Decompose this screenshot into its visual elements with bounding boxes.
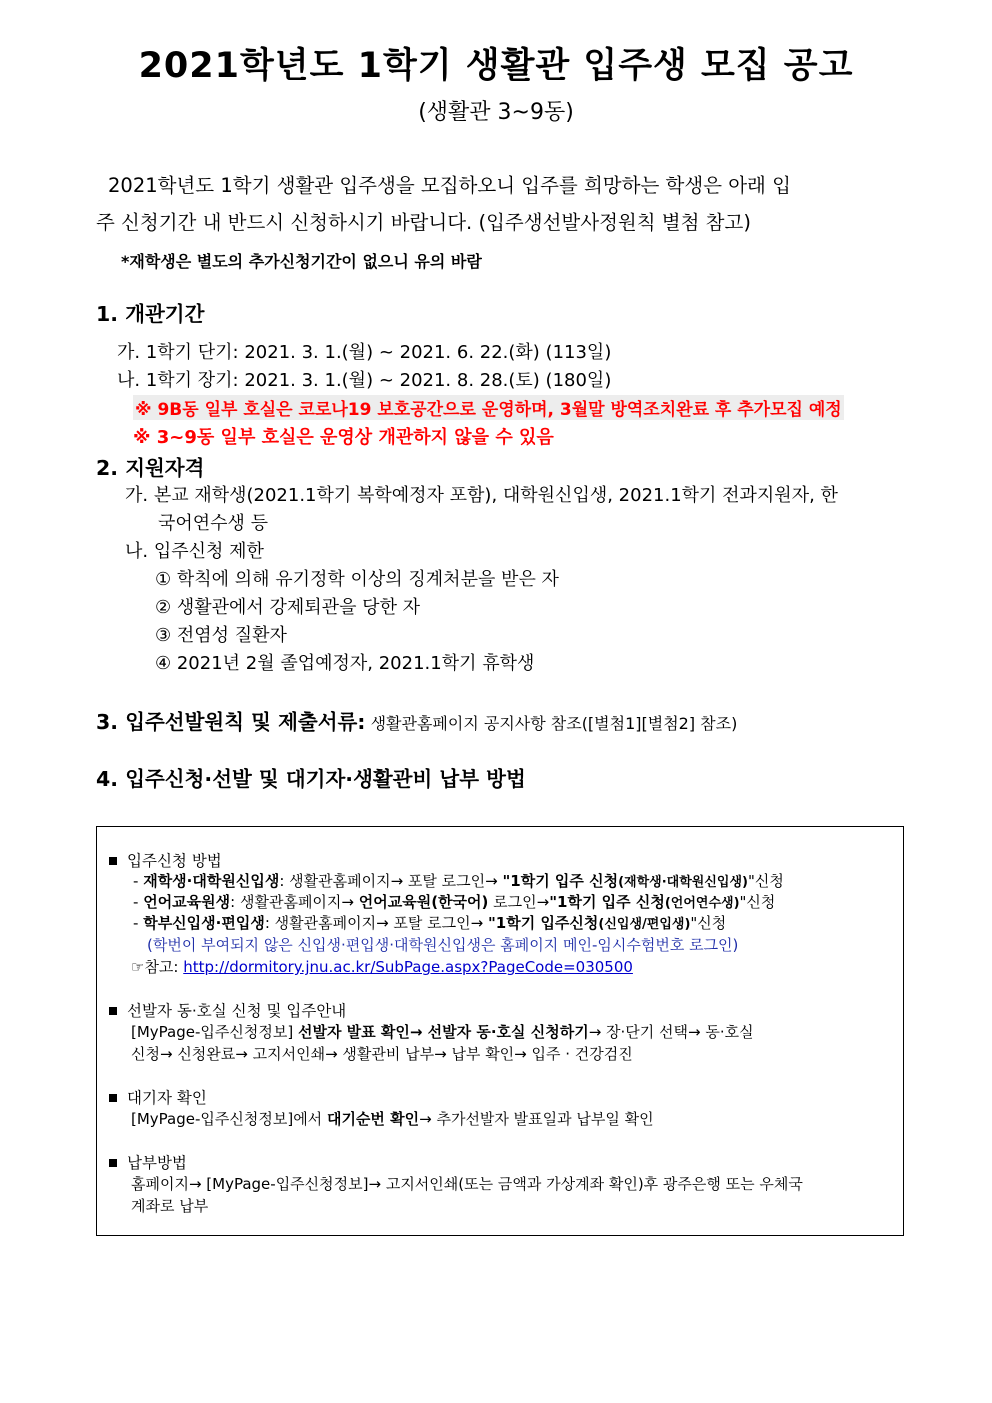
eligibility-line-1: 가. 본교 재학생(2021.1학기 복학예정자 포함), 대학원신입생, 2021.1학기 전과지원자, 한 (125, 485, 838, 506)
instructions-box (96, 826, 904, 1236)
intro-line-2: 주 신청기간 내 반드시 신청하시기 바랍니다. (입주생선발사정원칙 별첨 참고) (96, 211, 751, 234)
square-bullet-icon (109, 1094, 117, 1102)
closure-notice: ※ 3~9동 일부 호실은 운영상 개관하지 않을 수 있음 (133, 427, 554, 448)
section-4-heading: 4. 입주신청·선발 및 대기자·생활관비 납부 방법 (96, 767, 526, 791)
restriction-item: ④ 2021년 2월 졸업예정자, 2021.1학기 휴학생 (155, 653, 535, 674)
payment-heading: 납부방법 (109, 1151, 187, 1173)
reference-label: ☞참고: (131, 958, 184, 976)
dormitory-link[interactable]: http://dormitory.jnu.ac.kr/SubPage.aspx?PageCode=030500 (183, 958, 633, 976)
section-1-heading: 1. 개관기간 (96, 302, 205, 326)
apply-temp-login-note: (학번이 부여되지 않은 신입생·편입생·대학원신입생은 홈페이지 메인-임시수험번호 로그인) (147, 936, 739, 954)
page-subtitle: (생활관 3~9동) (418, 100, 574, 125)
section-3-reference: 생활관홈페이지 공지사항 참조([별첨1][별첨2] 참조) (370, 714, 738, 733)
covid-notice: ※ 9B동 일부 호실은 코로나19 보호공간으로 운영하며, 3월말 방역조치완료 후 추가모집 예정 (133, 395, 844, 420)
apply-reference (131, 956, 633, 977)
restriction-item: ① 학칙에 의해 유기정학 이상의 징계처분을 받은 자 (155, 569, 559, 590)
opening-period-long: 나. 1학기 장기: 2021. 3. 1.(월) ~ 2021. 8. 28.(토) (180일) (117, 370, 612, 391)
square-bullet-icon (109, 1007, 117, 1015)
opening-period-short: 가. 1학기 단기: 2021. 3. 1.(월) ~ 2021. 6. 22.(화) (113일) (117, 342, 612, 363)
page-title: 2021학년도 1학기 생활관 입주생 모집 공고 (138, 46, 854, 86)
section-3 (96, 705, 737, 735)
intro-note: *재학생은 별도의 추가신청기간이 없으니 유의 바람 (121, 252, 482, 271)
restriction-item: ③ 전염성 질환자 (155, 625, 287, 646)
apply-method-heading: 입주신청 방법 (109, 849, 222, 871)
waitlist-line: [MyPage-입주신청정보]에서 대기순번 확인→ 추가선발자 발표일과 납부일 확인 (131, 1110, 654, 1128)
square-bullet-icon (109, 1159, 117, 1167)
apply-row-language: - 언어교육원생: 생활관홈페이지→ 언어교육원(한국어) 로그인→"1학기 입주 신청(언어연수생)"신청 (133, 893, 776, 911)
intro-line-1: 2021학년도 1학기 생활관 입주생을 모집하오니 입주를 희망하는 학생은 아래 입 (108, 174, 791, 197)
restriction-heading: 나. 입주신청 제한 (125, 541, 264, 562)
apply-row-student: - 재학생·대학원신입생: 생활관홈페이지→ 포탈 로그인→ "1학기 입주 신청(재학생·대학원신입생)"신청 (133, 872, 784, 890)
waitlist-heading: 대기자 확인 (109, 1086, 207, 1108)
payment-line-1: 홈페이지→ [MyPage-입주신청정보]→ 고지서인쇄(또는 금액과 가상계좌 확인)후 광주은행 또는 우체국 (131, 1175, 803, 1193)
eligibility-line-2: 국어연수생 등 (158, 513, 269, 534)
apply-row-freshman: - 학부신입생·편입생: 생활관홈페이지→ 포탈 로그인→ "1학기 입주신청(신입생/편입생)"신청 (133, 914, 727, 932)
square-bullet-icon (109, 857, 117, 865)
payment-line-2: 계좌로 납부 (131, 1197, 209, 1215)
selection-line-1: [MyPage-입주신청정보] 선발자 발표 확인→ 선발자 동·호실 신청하기→ 장·단기 선택→ 동·호실 (131, 1023, 754, 1041)
selection-heading: 선발자 동·호실 신청 및 입주안내 (109, 999, 346, 1021)
restriction-item: ② 생활관에서 강제퇴관을 당한 자 (155, 597, 421, 618)
selection-line-2: 신청→ 신청완료→ 고지서인쇄→ 생활관비 납부→ 납부 확인→ 입주 · 건강검진 (131, 1045, 633, 1063)
section-3-heading: 3. 입주선발원칙 및 제출서류: (96, 710, 366, 734)
section-2-heading: 2. 지원자격 (96, 456, 205, 480)
